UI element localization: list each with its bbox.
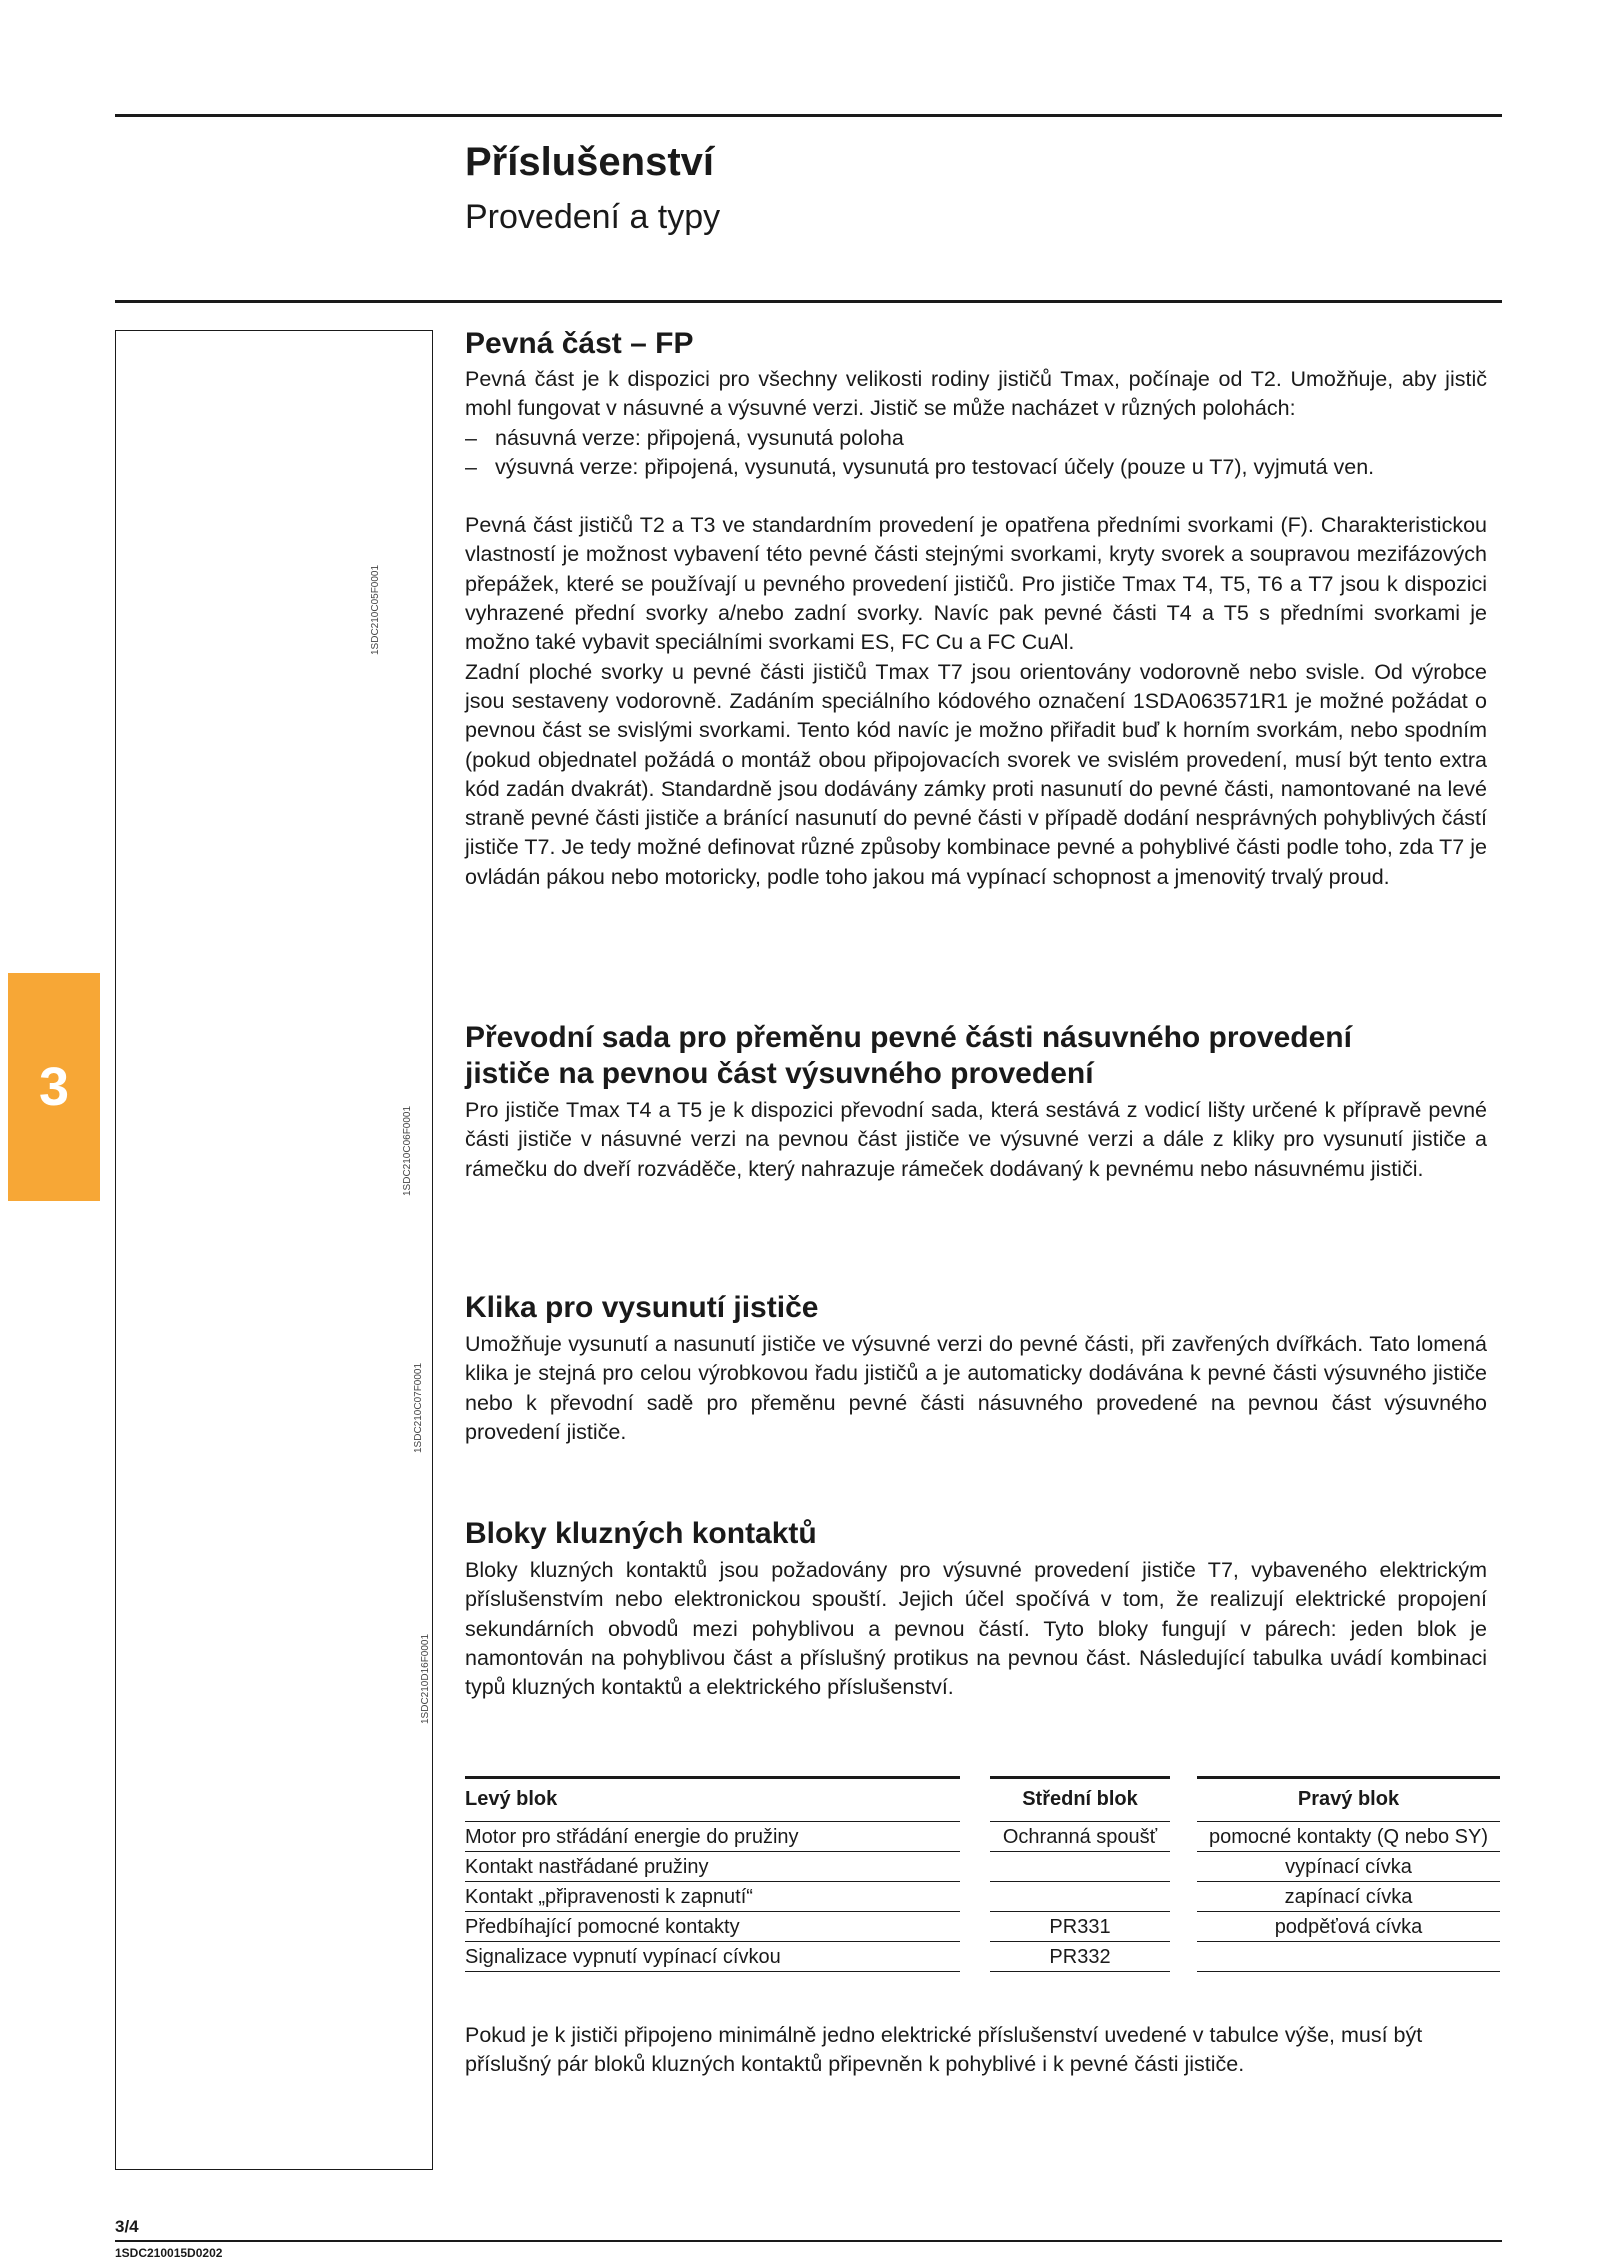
chapter-tab: 3: [8, 973, 100, 1201]
table-cell: [1197, 1942, 1500, 1972]
section-heading-conversion-kit: Převodní sada pro přeměnu pevné části násuvného provedení jističe na pevnou část výsuvného provedení: [465, 1021, 1352, 1090]
table-cell: Ochranná spoušť: [990, 1822, 1170, 1852]
sliding-contacts-text: Bloky kluzných kontaktů jsou požadovány pro výsuvné provedení jističe T7, vybaveného elektrickým příslušenstvím nebo elektronickou spouští. Jejich účel spočívá v tom, že realizují elektrické propojení sekundárních obvodů mezi pohyblivou a pevnou částí. Tyto bloky fungují v párech: jeden blok je namontován na pohyblivou část a příslušný protikus na pevnou část. Následující tabulka uvádí kombinaci typů kluzných kontaktů a elektrického příslušenství.: [465, 1558, 1487, 1700]
column-header-middle: Střední blok: [990, 1776, 1170, 1822]
table-cell: PR331: [990, 1912, 1170, 1942]
footer-note: Pokud je k jističi připojeno minimálně jedno elektrické příslušenství uvedené v tabulce výše, musí být příslušný pár bloků kluzných kontaktů připevněn k pohyblivé i k pevné části jističe.: [465, 2023, 1423, 2077]
table-row: [465, 1822, 1500, 1852]
section-fixed-part: [465, 326, 1487, 892]
section-handle: [465, 1290, 1487, 1447]
table-cell: Kontakt nastřádané pružiny: [465, 1852, 960, 1882]
list-item: – násuvná verze: připojená, vysunutá poloha: [465, 424, 1487, 453]
footer-rule: [115, 2240, 1502, 2242]
table-row: [465, 1942, 1500, 1972]
section-heading-sliding-contacts: Bloky kluzných kontaktů: [465, 1517, 817, 1550]
table-header-row: [465, 1776, 1500, 1822]
conversion-kit-text: Pro jističe Tmax T4 a T5 je k dispozici převodní sada, která sestává z vodicí lišty určené k přípravě pevné části jističe v násuvné verzi na pevnou část jističe ve výsuvné verzi a dále z kliky pro vysunutí jističe a rámečku do dveří rozváděče, který nahrazuje rámeček dodávaný k pevnému nebo násuvnému jističi.: [465, 1098, 1487, 1181]
list-item: – výsuvná verze: připojená, vysunutá, vysunutá pro testovací účely (pouze u T7), vyjmutá ven.: [465, 453, 1487, 482]
image-panel: [115, 330, 433, 2170]
page-title: Příslušenství: [465, 140, 715, 184]
table-cell: Signalizace vypnutí vypínací cívkou: [465, 1942, 960, 1972]
table-row: [465, 1882, 1500, 1912]
table-row: [465, 1912, 1500, 1942]
table-cell: pomocné kontakty (Q nebo SY): [1197, 1822, 1500, 1852]
footer-note-block: [465, 2021, 1487, 2080]
table-cell: [990, 1852, 1170, 1882]
table-cell: podpěťová cívka: [1197, 1912, 1500, 1942]
section-heading-fixed-part: Pevná část – FP: [465, 327, 694, 360]
section-sliding-contacts: [465, 1516, 1487, 1702]
table-cell: Předbíhající pomocné kontakty: [465, 1912, 960, 1942]
column-header-right: Pravý blok: [1197, 1776, 1500, 1822]
table-cell: vypínací cívka: [1197, 1852, 1500, 1882]
fixed-part-paragraph-3: Zadní ploché svorky u pevné části jističů Tmax T7 jsou orientovány vodorovně nebo svisle. Od výrobce jsou sestaveny vodorovně. Zadáním speciálního kódového označení 1SDA063571R1 je možné požádat o pevnou část se svislými svorkami. Tento kód navíc je možno přiřadit buď k horním svorkám, nebo spodním (pokud objednatel požádá o montáž obou připojovacích svorek ve svislém provedení, musí být tento extra kód zadán dvakrát). Standardně jsou dodávány zámky proti nasunutí do pevné části, namontované na levé straně pevné části jističe a bránící nasunutí do pevné části v případě dodání nesprávných pohyblivých částí jističe T7. Je tedy možné definovat různé způsoby kombinace pevné a pohyblivé části podle toho, zda T7 je ovládán pákou nebo motoricky, podle toho jakou má vypínací schopnost a jmenovitý trvalý proud.: [465, 659, 1487, 889]
table-cell: Motor pro střádání energie do pružiny: [465, 1822, 960, 1852]
document-code: 1SDC210015D0202: [115, 2246, 223, 2260]
section-heading-handle: Klika pro vysunutí jističe: [465, 1291, 819, 1324]
table-cell: PR332: [990, 1942, 1170, 1972]
table-cell: zapínací cívka: [1197, 1882, 1500, 1912]
page-subtitle: Provedení a typy: [465, 198, 721, 236]
page-number: 3/4: [115, 2217, 139, 2236]
column-header-left: Levý blok: [465, 1776, 960, 1822]
image-code-4: 1SDC210D16F0001: [420, 1633, 431, 1724]
table-row: [465, 1852, 1500, 1882]
sliding-contacts-table: [465, 1776, 1500, 1972]
top-rule: [115, 114, 1502, 117]
table-cell: [990, 1882, 1170, 1912]
image-code-3: 1SDC210C07F0001: [413, 1362, 424, 1453]
image-code-1: 1SDC210C05F0001: [370, 564, 381, 655]
handle-text: Umožňuje vysunutí a nasunutí jističe ve výsuvné verzi do pevné části, při zavřených dvířkách. Tato lomená klika je stejná pro celou výrobkovou řadu jističů a je automaticky dodávána k pevné části výsuvného jističe nebo k převodní sadě pro přeměnu pevné části násuvného provedené na pevnou část výsuvného provedení jističe.: [465, 1332, 1487, 1444]
position-list: [465, 424, 1487, 483]
header-bottom-rule: [115, 300, 1502, 303]
table-cell: Kontakt „připravenosti k zapnutí“: [465, 1882, 960, 1912]
section-conversion-kit: [465, 1020, 1487, 1184]
fixed-part-paragraph-2: Pevná část jističů T2 a T3 ve standardním provedení je opatřena předními svorkami (F). Charakteristickou vlastností je možnost vybavení této pevné části stejnými svorkami, kryty svorek a soupravou mezifázových přepážek, které se používají u pevného provedení jističů. Pro jističe Tmax T4, T5, T6 a T7 jsou k dispozici vyhrazené přední svorky a/nebo zadní svorky. Navíc pak pevné části T4 a T5 s předními svorkami je možno také vybavit speciálními svorkami ES, FC Cu a FC CuAl.: [465, 513, 1487, 655]
fixed-part-intro: Pevná část je k dispozici pro všechny velikosti rodiny jističů Tmax, počínaje od T2. Umožňuje, aby jistič mohl fungovat v násuvné a výsuvné verzi. Jistič se může nacházet v různých polohách:: [465, 367, 1487, 421]
image-code-2: 1SDC210C06F0001: [402, 1105, 413, 1196]
